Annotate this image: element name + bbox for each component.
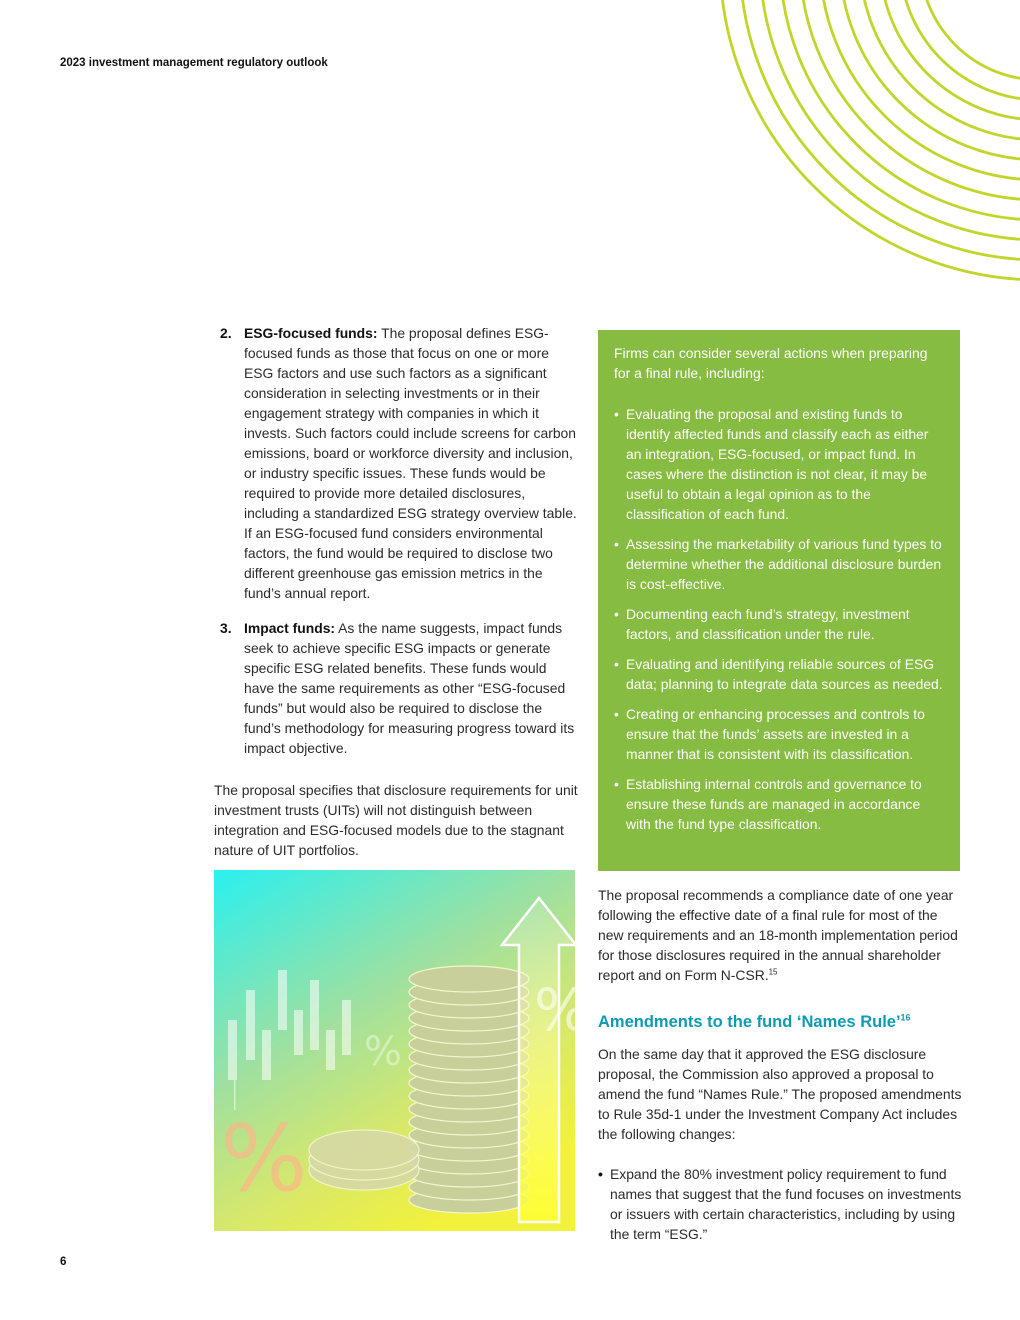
callout-bullet-text: Evaluating the proposal and existing funds to identify affected funds and classify each as either an integration, ESG-focused, or impact fund. In cases where the distinction is not clear, it may be useful to obtain a legal opinion as to the classification of each fund.	[626, 406, 929, 522]
callout-intro: Firms can consider several actions when preparing for a final rule, including:	[614, 345, 928, 381]
callout-bullet	[614, 774, 946, 834]
decorative-arc	[920, 0, 1020, 80]
callout-bullet-text: Evaluating and identifying reliable sources of ESG data; planning to integrate data sources as needed.	[626, 656, 943, 692]
percent-symbol-large: %	[534, 976, 590, 1044]
callout-bullet	[614, 704, 946, 764]
section-heading-text: Amendments to the fund ‘Names Rule’	[598, 1013, 901, 1031]
names-rule-paragraph: On the same day that it approved the ESG disclosure proposal, the Commission also approved a proposal to amend the fund “Names Rule.” The proposed amendments to Rule 35d-1 under the Investment Company Act includes the following changes:	[598, 1046, 962, 1142]
concentric-arcs-decoration	[0, 0, 1020, 290]
callout-bullet	[614, 534, 946, 594]
item-lead: ESG-focused funds:	[244, 325, 378, 341]
callout-bullet	[614, 404, 946, 524]
coins-growth-photo	[214, 870, 590, 1231]
page-number: 6	[60, 1256, 67, 1268]
item-number: 2.	[220, 325, 232, 341]
bullet-dot-icon: •	[614, 656, 619, 672]
coins-growth-illustration	[214, 870, 590, 1231]
bullet-dot-icon: •	[614, 536, 619, 552]
numbered-item-impact-funds	[214, 618, 578, 758]
decorative-arc	[800, 0, 1020, 200]
left-column	[214, 323, 578, 876]
actions-callout-box	[598, 330, 960, 871]
callout-bullet-text: Establishing internal controls and governance to ensure these funds are managed in accordance with the fund type classification.	[626, 776, 922, 832]
compliance-date-text: The proposal recommends a compliance date of one year following the effective date of a final rule for most of the new requirements and an 18-month implementation period for those disclosures required in the annual shareholder report and on Form N-CSR.	[598, 887, 958, 983]
right-column	[598, 885, 962, 1244]
document-header-title: 2023 investment management regulatory outlook	[60, 57, 328, 69]
callout-bullet	[614, 654, 946, 694]
item-lead: Impact funds:	[244, 620, 336, 636]
bullet-dot-icon: •	[614, 776, 619, 792]
decorative-arc	[860, 0, 1020, 140]
bullet-dot-icon: •	[614, 606, 619, 622]
bullet-dot-icon: •	[614, 706, 619, 722]
footnote-marker: 16	[900, 1012, 911, 1023]
numbered-item-esg-focused	[214, 323, 578, 603]
bullet-dot-icon: •	[614, 406, 619, 422]
percent-symbol-small: %	[364, 1029, 403, 1075]
compliance-date-paragraph	[598, 885, 962, 985]
decorative-arc	[840, 0, 1020, 160]
percent-symbol-foreground: %	[220, 1105, 308, 1212]
section-heading	[598, 1012, 962, 1032]
item-text: As the name suggests, impact funds seek to achieve specific ESG impacts or generate specific ESG related benefits. These funds would have the same requirements as other “ESG-focused funds” but would also be required to disclose the fund’s methodology for measuring progress toward its impact objective.	[244, 620, 575, 756]
callout-bullet	[614, 604, 946, 644]
callout-bullet-text: Assessing the marketability of various fund types to determine whether the additional disclosure burden is cost-effective.	[626, 536, 942, 592]
uit-paragraph: The proposal specifies that disclosure requirements for unit investment trusts (UITs) will not distinguish between integration and ESG-focused models due to the stagnant nature of UIT portfolios.	[214, 782, 578, 858]
item-number: 3.	[220, 620, 232, 636]
item-text: The proposal defines ESG-focused funds as those that focus on one or more ESG factors and use such factors as a significant consideration in selecting investments or in their engagement strategy with companies in which it invests. Such factors could include screens for carbon emissions, board or workforce diversity and inclusion, or industry specific issues. These funds would be required to provide more detailed disclosures, including a standardized ESG strategy overview table. If an ESG-focused fund considers environmental factors, the fund would be required to disclose two different greenhouse gas emission metrics in the fund’s annual report.	[244, 325, 577, 601]
bullet-dot-icon: •	[598, 1166, 603, 1182]
callout-bullet-text: Documenting each fund’s strategy, investment factors, and classification under the rule.	[626, 606, 910, 642]
callout-bullet-list	[614, 404, 946, 834]
callout-bullet-text: Creating or enhancing processes and controls to ensure that the funds’ assets are invested in a manner that is consistent with its classification.	[626, 706, 925, 762]
footnote-marker: 15	[768, 967, 778, 977]
names-rule-bullet	[598, 1164, 962, 1244]
decorative-arc	[720, 0, 1020, 280]
names-rule-bullet-text: Expand the 80% investment policy requirement to fund names that suggest that the fund focuses on investments or issuers with certain characteristics, including by using the term “ESG.”	[610, 1166, 962, 1242]
